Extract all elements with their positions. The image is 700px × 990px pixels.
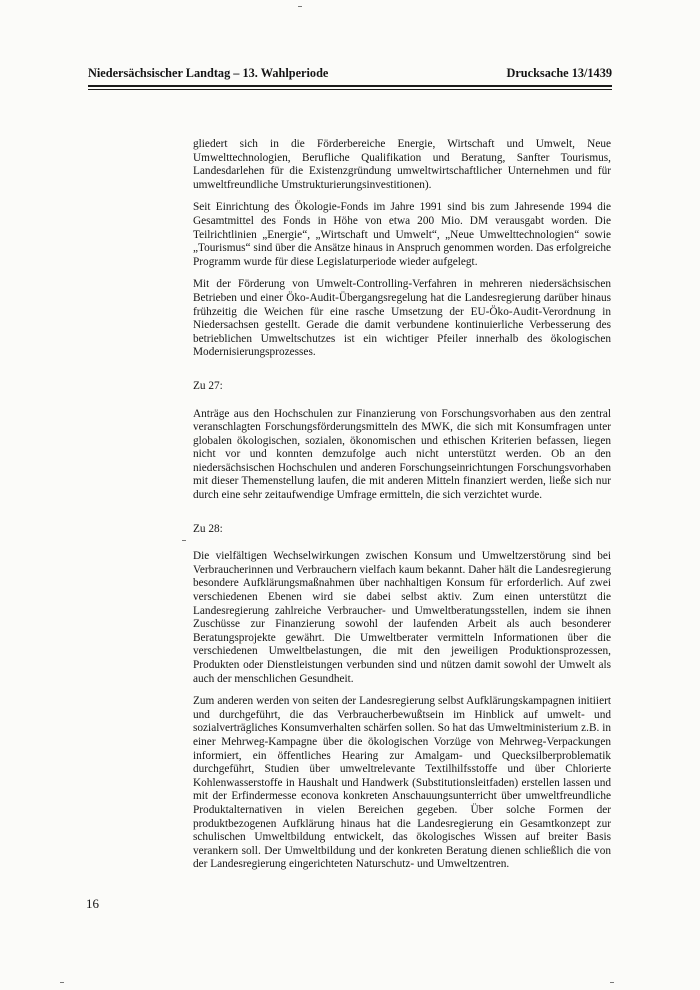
page-header	[88, 66, 612, 81]
document-number: Drucksache 13/1439	[506, 66, 612, 80]
paragraph: Zum anderen werden von seiten der Landesregierung selbst Aufklärungskampagnen initiiert und durchgeführt, die das Verbraucherbewußtsein im Hinblick auf umwelt- und sozialverträgliches Konsumverhalten schärfen sollen. So hat das Umweltministerium z.B. in einer Mehrweg-Kampagne über die ökologischen Vorzüge von Mehrweg-Verpackungen informiert, ein öffentliches Hearing zur Amalgam- und Quecksilberproblematik durchgeführt, Studien über umweltrelevante Textilhilfsstoffe und über Chlorierte Kohlenwasserstoffe in Haushalt und Handwerk (Substitutionsleitfaden) erstellen lassen und mit der Erfindermesse econova konkreten Anschauungsunterricht über umweltfreundliche Produktalternativen in vielen Bereichen gegeben. Über solche Formen der produktbezogenen Aufklärung hinaus hat die Landesregierung ein Gesamtkonzept zur schulischen Umweltbildung entwickelt, das ökologisches Wissen auf breiter Basis verankern soll. Der Umweltbildung und der konkreten Beratung dienen schließlich die von der Landesregierung eingerichteten Naturschutz- und Umweltzentren.	[193, 695, 611, 871]
header-rule-thin	[88, 89, 612, 90]
scan-mark	[182, 540, 186, 541]
header-rule-thick	[88, 85, 612, 87]
header-title: Niedersächsischer Landtag – 13. Wahlperiode	[88, 66, 329, 80]
scan-mark	[60, 982, 64, 983]
paragraph: Anträge aus den Hochschulen zur Finanzierung von Forschungsvorhaben aus den zentral veranschlagten Forschungsförderungsmitteln des MWK, die sich mit Konsumfragen unter globalen ökologischen, sozialen, ökonomischen und ethischen Kriterien befassen, liegen nicht vor und konnten demzufolge auch nicht unterstützt werden. Ob an den niedersächsischen Hochschulen und anderen Forschungseinrichtungen Forschungsvorhaben mit dieser Themenstellung laufen, die mit anderen Mitteln finanziert werden, ließe sich nur durch eine sehr zeitaufwendige Umfrage ermitteln, die sich verzichtet wurde.	[193, 407, 611, 502]
paragraph: gliedert sich in die Förderbereiche Energie, Wirtschaft und Umwelt, Neue Umwelttechnologien, Berufliche Qualifikation und Beratung, Sanfter Tourismus, Landesdarlehen für die Existenzgründung umweltwirtschaftlicher Unternehmen und für umweltfreundliche Umstrukturierungsinvestitionen).	[193, 138, 611, 191]
paragraph: Die vielfältigen Wechselwirkungen zwischen Konsum und Umweltzerstörung sind bei Verbraucherinnen und Verbrauchern vielfach kaum bekannt. Daher hält die Landesregierung besondere Aufklärungsmaßnahmen über nachhaltigen Konsum für erforderlich. Auf zwei verschiedenen Ebenen wird sie dabei selbst aktiv. Zum einen unterstützt die Landesregierung zahlreiche Verbraucher- und Umweltberatungsstellen, indem sie ihnen Zuschüsse zur Finanzierung sowohl der laufenden Arbeit als auch besonderer Beratungsprojekte gewährt. Die Umweltberater vermitteln Informationen über die verschiedenen Umweltbelastungen, die mit den jeweiligen Produktionsprozessen, Produkten oder Dienstleistungen verbunden sind und nützen damit sowohl der Umwelt als auch der menschlichen Gesundheit.	[193, 550, 611, 685]
scan-mark	[298, 6, 302, 7]
page-number: 16	[86, 896, 99, 911]
paragraph: Seit Einrichtung des Ökologie-Fonds im Jahre 1991 sind bis zum Jahresende 1994 die Gesamtmittel des Fonds in Höhe von etwa 200 Mio. DM verausgabt worden. Die Teilrichtlinien „Energie“, „Wirtschaft und Umwelt“, „Neue Umwelttechnologien“ sowie „Tourismus“ sind über die Ansätze hinaus in Anspruch genommen worden. Das erfolgreiche Programm wurde für diese Legislaturperiode wieder aufgelegt.	[193, 201, 611, 268]
section-heading-28: Zu 28:	[193, 522, 223, 535]
scan-mark	[610, 982, 614, 983]
section-heading-27: Zu 27:	[193, 379, 223, 392]
paragraph: Mit der Förderung von Umwelt-Controlling-Verfahren in mehreren niedersächsischen Betrieben und einer Öko-Audit-Übergangsregelung hat die Landesregierung darüber hinaus frühzeitig die Weichen für eine rasche Umsetzung der EU-Öko-Audit-Verordnung in Niedersachsen gestellt. Gerade die damit verbundene kontinuierliche Verbesserung des betrieblichen Umweltschutzes ist ein wichtiger Pfeiler innerhalb des ökologischen Modernisierungsprozesses.	[193, 278, 611, 359]
document-body	[193, 138, 611, 881]
